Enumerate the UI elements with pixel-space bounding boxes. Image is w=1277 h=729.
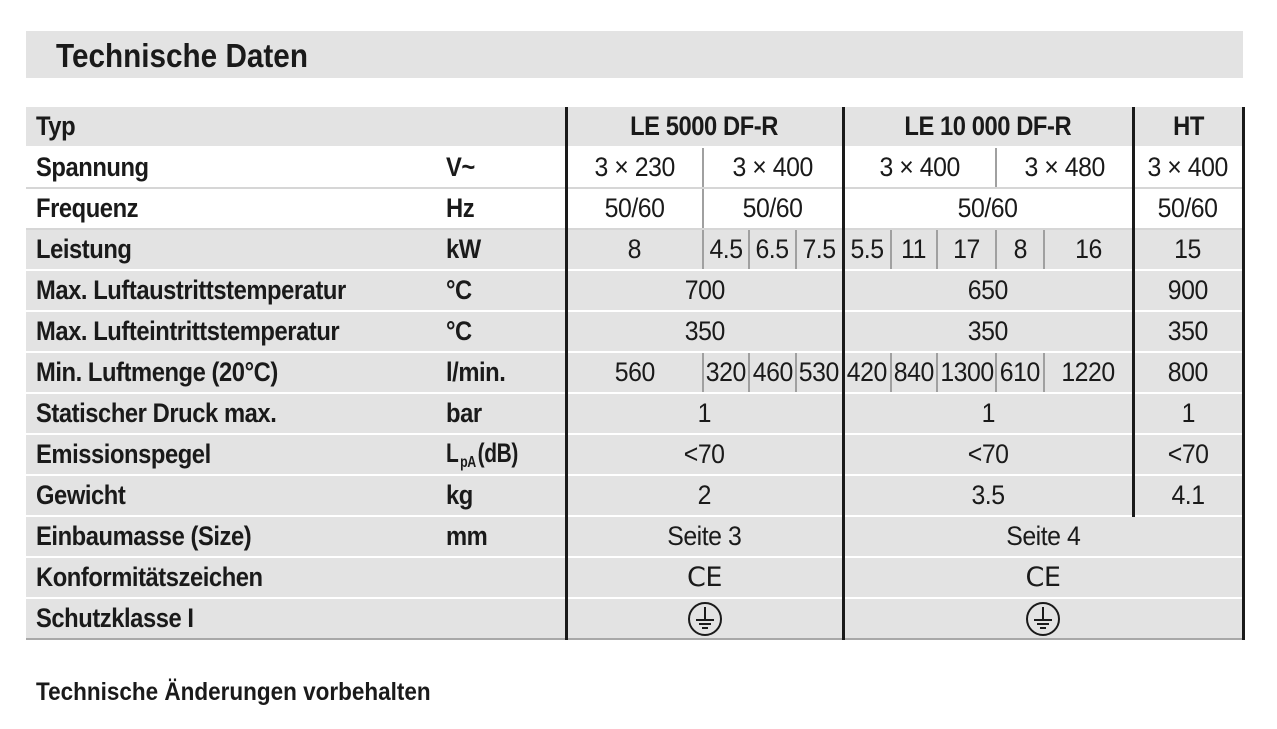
table-cell: 1	[843, 393, 1133, 434]
row-label: Statischer Druck max.	[26, 393, 442, 434]
table-cell: 16	[1044, 229, 1133, 270]
section-title-bar	[26, 31, 1243, 78]
table-cell: <70	[843, 434, 1133, 475]
table-header-row	[26, 107, 1243, 147]
table-cell: 900	[1133, 270, 1243, 311]
table-row-luftmenge	[26, 352, 1243, 393]
table-cell: 5.5	[843, 229, 891, 270]
protective-earth-icon	[687, 601, 723, 637]
row-label: Min. Luftmenge (20°C)	[26, 352, 442, 393]
table-row-druck	[26, 393, 1243, 434]
table-cell: 4.1	[1133, 475, 1243, 516]
ce-mark-icon: CE	[843, 557, 1243, 598]
table-cell: 530	[796, 352, 843, 393]
row-unit: kg	[442, 475, 566, 516]
table-cell: 50/60	[566, 188, 703, 229]
header-type-label: Typ	[26, 107, 566, 147]
header-model-ht: HT	[1133, 107, 1243, 147]
table-row-lufteintritt	[26, 311, 1243, 352]
protective-earth-icon	[1025, 601, 1061, 637]
table-cell: 460	[749, 352, 796, 393]
table-cell: Seite 3	[566, 516, 843, 557]
row-label: Max. Luftaustrittstemperatur	[26, 270, 442, 311]
table-cell: 560	[566, 352, 703, 393]
row-unit: V~	[442, 147, 566, 188]
table-cell: 50/60	[843, 188, 1133, 229]
table-row-konformitaet	[26, 557, 1243, 598]
table-row-spannung	[26, 147, 1243, 188]
table-cell: 650	[843, 270, 1133, 311]
row-label: Leistung	[26, 229, 442, 270]
row-unit: l/min.	[442, 352, 566, 393]
table-cell: 1	[1133, 393, 1243, 434]
row-unit: Hz	[442, 188, 566, 229]
table-row-gewicht	[26, 475, 1243, 516]
table-cell: 350	[843, 311, 1133, 352]
table-cell: 50/60	[703, 188, 843, 229]
table-cell: 700	[566, 270, 843, 311]
table-cell: 3 × 480	[996, 147, 1133, 188]
table-row-einbau	[26, 516, 1243, 557]
ce-mark-icon: CE	[566, 557, 843, 598]
table-row-leistung	[26, 229, 1243, 270]
technical-data-table	[26, 107, 1245, 640]
section-title: Technische Daten	[56, 37, 308, 74]
table-cell: 17	[937, 229, 996, 270]
table-cell: 15	[1133, 229, 1243, 270]
row-unit: °C	[442, 311, 566, 352]
row-unit: bar	[442, 393, 566, 434]
table-cell: 3 × 400	[703, 147, 843, 188]
table-cell: 3 × 400	[843, 147, 996, 188]
table-row-schutzklasse	[26, 598, 1243, 639]
table-cell: 350	[566, 311, 843, 352]
row-label: Emissionspegel	[26, 434, 442, 475]
table-cell: 6.5	[749, 229, 796, 270]
table-cell: 3 × 230	[566, 147, 703, 188]
table-cell: 50/60	[1133, 188, 1243, 229]
footer-note: Technische Änderungen vorbehalten	[36, 678, 431, 706]
row-label: Max. Lufteintrittstemperatur	[26, 311, 442, 352]
table-cell: 1	[566, 393, 843, 434]
table-cell: Seite 4	[843, 516, 1243, 557]
table-row-emission	[26, 434, 1243, 475]
row-label: Schutzklasse I	[26, 598, 566, 639]
row-label: Spannung	[26, 147, 442, 188]
row-label: Einbaumasse (Size)	[26, 516, 442, 557]
row-label: Konformitätszeichen	[26, 557, 566, 598]
table-cell: 840	[891, 352, 937, 393]
table-row-frequenz	[26, 188, 1243, 229]
table-cell	[843, 598, 1243, 639]
table-cell: 420	[843, 352, 891, 393]
table-cell: 11	[891, 229, 937, 270]
table-cell: 8	[996, 229, 1044, 270]
header-model-le5000: LE 5000 DF-R	[566, 107, 843, 147]
table-cell: 610	[996, 352, 1044, 393]
table-cell: 4.5	[703, 229, 749, 270]
table-cell: 2	[566, 475, 843, 516]
table-cell: 1220	[1044, 352, 1133, 393]
table-cell: 3.5	[843, 475, 1133, 516]
row-unit: °C	[442, 270, 566, 311]
table-cell: 320	[703, 352, 749, 393]
table-row-luftaustritt	[26, 270, 1243, 311]
row-unit: mm	[442, 516, 566, 557]
row-unit: L pA(dB)	[442, 434, 566, 475]
table-cell	[566, 598, 843, 639]
table-cell: <70	[1133, 434, 1243, 475]
header-model-le10000: LE 10 000 DF-R	[843, 107, 1133, 147]
table-cell: <70	[566, 434, 843, 475]
table-cell: 7.5	[796, 229, 843, 270]
table-cell: 1300	[937, 352, 996, 393]
row-label: Gewicht	[26, 475, 442, 516]
row-label: Frequenz	[26, 188, 442, 229]
table-cell: 800	[1133, 352, 1243, 393]
table-cell: 3 × 400	[1133, 147, 1243, 188]
table-cell: 8	[566, 229, 703, 270]
row-unit: kW	[442, 229, 566, 270]
table-cell: 350	[1133, 311, 1243, 352]
